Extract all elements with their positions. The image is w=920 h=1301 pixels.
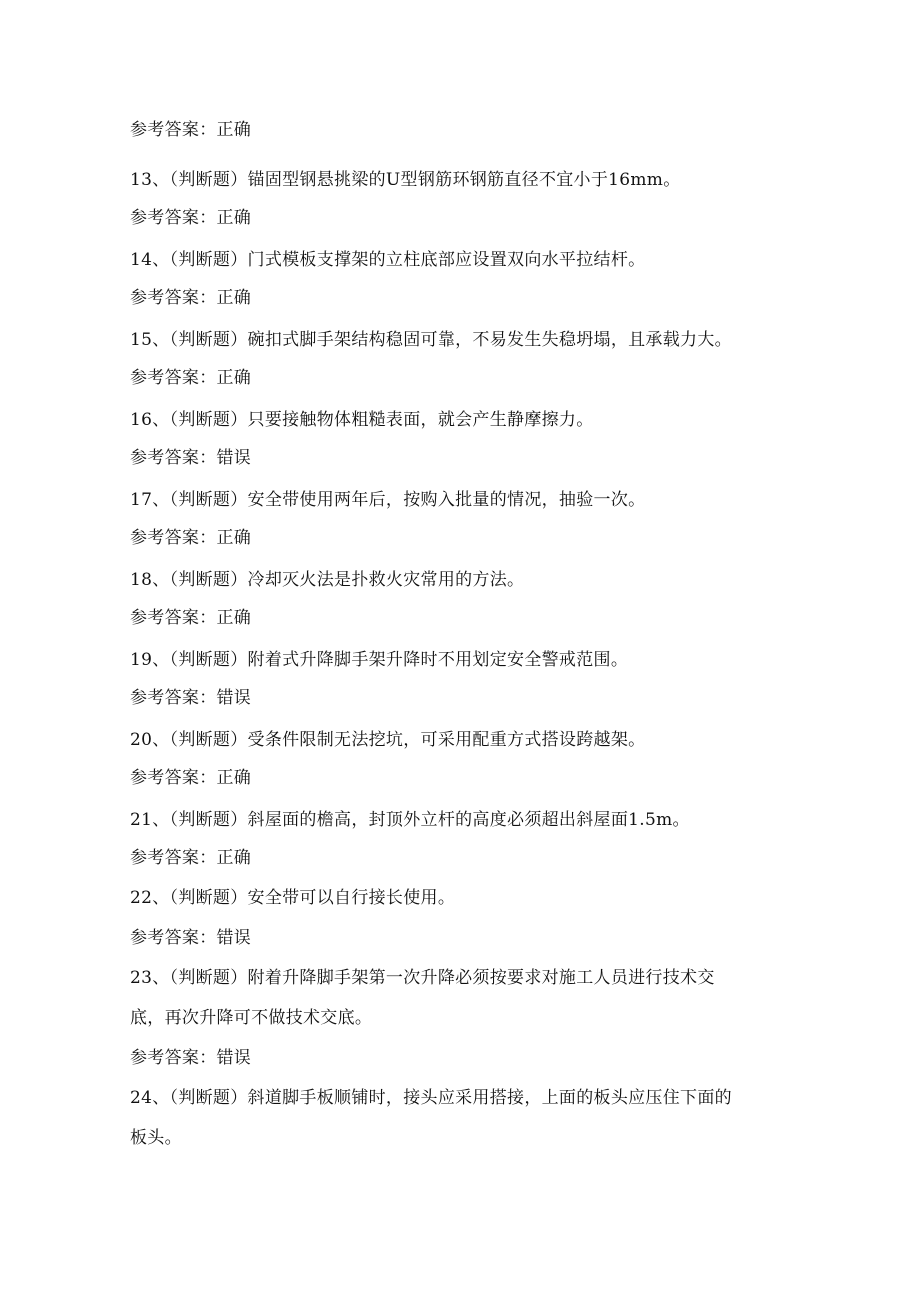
answer-line: 参考答案：正确 <box>130 288 252 308</box>
answer-line: 参考答案：正确 <box>130 848 252 868</box>
answer-line: 参考答案：正确 <box>130 120 252 140</box>
question-line: 14、（判断题）门式模板支撑架的立柱底部应设置双向水平拉结杆。 <box>130 250 646 270</box>
answer-line: 参考答案：正确 <box>130 368 252 388</box>
question-line: 15、（判断题）碗扣式脚手架结构稳固可靠，不易发生失稳坍塌，且承载力大。 <box>130 330 732 350</box>
answer-line: 参考答案：错误 <box>130 688 252 708</box>
question-line: 16、（判断题）只要接触物体粗糙表面，就会产生静摩擦力。 <box>130 410 594 430</box>
answer-line: 参考答案：正确 <box>130 768 252 788</box>
question-line: 23、（判断题）附着升降脚手架第一次升降必须按要求对施工人员进行技术交 <box>130 968 715 988</box>
question-continuation-line: 板头。 <box>130 1128 182 1148</box>
question-line: 18、（判断题）冷却灭火法是扑救火灾常用的方法。 <box>130 570 525 590</box>
question-line: 17、（判断题）安全带使用两年后，按购入批量的情况，抽验一次。 <box>130 490 646 510</box>
answer-line: 参考答案：错误 <box>130 928 252 948</box>
question-line: 20、（判断题）受条件限制无法挖坑，可采用配重方式搭设跨越架。 <box>130 730 646 750</box>
question-line: 22、（判断题）安全带可以自行接长使用。 <box>130 888 456 908</box>
answer-line: 参考答案：错误 <box>130 1048 252 1068</box>
question-line: 24、（判断题）斜道脚手板顺铺时，接头应采用搭接，上面的板头应压住下面的 <box>130 1088 732 1108</box>
question-continuation-line: 底，再次升降可不做技术交底。 <box>130 1008 373 1028</box>
answer-line: 参考答案：正确 <box>130 208 252 228</box>
answer-line: 参考答案：错误 <box>130 448 252 468</box>
answer-line: 参考答案：正确 <box>130 608 252 628</box>
question-line: 13、（判断题）锚固型钢悬挑梁的U型钢筋环钢筋直径不宜小于16mm。 <box>130 170 681 190</box>
answer-line: 参考答案：正确 <box>130 528 252 548</box>
question-line: 21、（判断题）斜屋面的檐高，封顶外立杆的高度必须超出斜屋面1.5m。 <box>130 810 690 830</box>
question-line: 19、（判断题）附着式升降脚手架升降时不用划定安全警戒范围。 <box>130 650 629 670</box>
